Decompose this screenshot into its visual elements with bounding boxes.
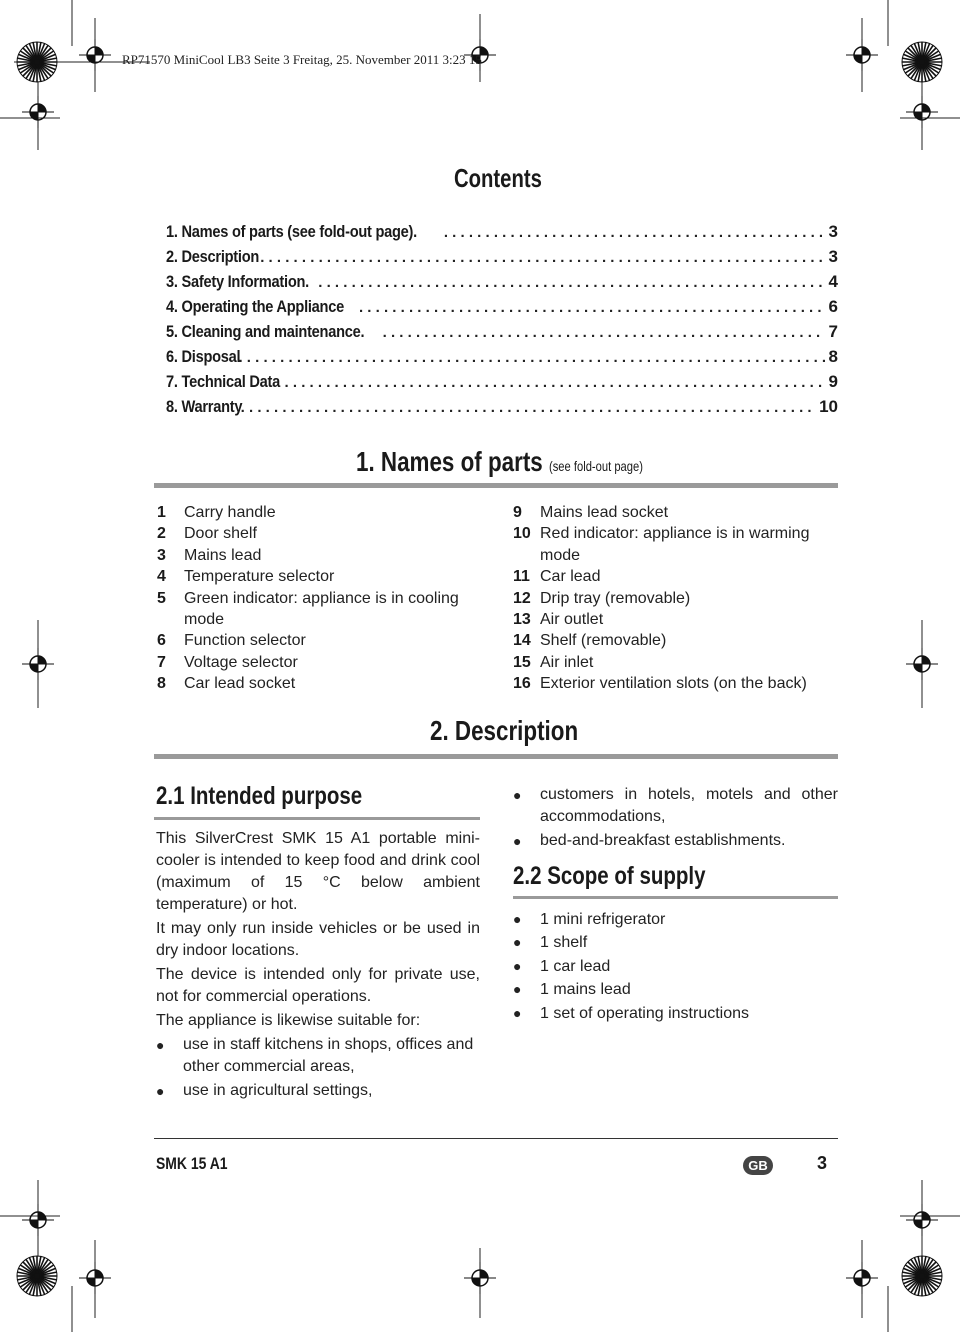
subsection-rule xyxy=(513,896,838,899)
part-number: 4 xyxy=(157,568,166,586)
footer-model: SMK 15 A1 xyxy=(156,1154,228,1173)
toc-page: 6 xyxy=(828,297,838,316)
part-text: Drip tray (removable) xyxy=(540,589,691,607)
part-number: 16 xyxy=(513,675,531,693)
part-item xyxy=(513,566,838,587)
part-text: Green indicator: appliance is in cooling mode xyxy=(184,589,459,629)
part-text: Mains lead xyxy=(184,546,262,564)
part-number: 9 xyxy=(513,504,522,521)
bullet-text: use in staff kitchens in shops, offices and other commercial areas, xyxy=(183,1036,474,1075)
bullet-text: 1 mains lead xyxy=(540,981,631,999)
bullet-item xyxy=(513,1002,838,1025)
part-number: 6 xyxy=(157,632,166,650)
toc-label: 7. Technical Data xyxy=(166,372,280,391)
part-number: 15 xyxy=(513,653,531,671)
toc-leader xyxy=(359,299,825,316)
bullet-icon: ● xyxy=(513,833,522,849)
bullet-text: 1 set of operating instructions xyxy=(540,1004,750,1022)
bullet-icon: ● xyxy=(513,1004,522,1021)
bullet-item xyxy=(513,784,838,828)
bullet-item xyxy=(513,978,838,1001)
language-badge: GB xyxy=(743,1156,773,1175)
part-text: Function selector xyxy=(184,632,306,650)
part-text: Temperature selector xyxy=(184,568,335,586)
toc-entry[interactable] xyxy=(166,372,838,397)
table-of-contents xyxy=(166,222,838,422)
part-number: 8 xyxy=(157,675,166,693)
toc-entry[interactable] xyxy=(166,222,838,247)
parts-list-right xyxy=(513,502,838,695)
toc-leader xyxy=(285,374,825,391)
toc-label: 5. Cleaning and maintenance. xyxy=(166,322,365,341)
toc-leader xyxy=(318,274,824,291)
paragraph: The device is intended only for private use, not for commercial operations. xyxy=(156,966,480,1005)
intended-purpose-continued xyxy=(513,784,838,852)
bullet-text: use in agricultural settings, xyxy=(183,1082,373,1099)
bullet-text: 1 shelf xyxy=(540,934,588,952)
part-number: 11 xyxy=(513,568,530,586)
intended-purpose-body xyxy=(156,828,480,1102)
part-number: 3 xyxy=(157,546,166,564)
toc-entry[interactable] xyxy=(166,297,838,322)
part-text: Voltage selector xyxy=(184,653,298,671)
part-text: Car lead socket xyxy=(184,675,296,693)
toc-leader xyxy=(444,224,825,241)
part-text: Car lead xyxy=(540,568,601,586)
bullet-text: 1 car lead xyxy=(540,957,611,975)
subsection-rule xyxy=(154,817,480,820)
toc-page: 4 xyxy=(828,272,838,291)
part-number: 7 xyxy=(157,653,166,671)
bullet-item xyxy=(156,1034,480,1078)
toc-page: 9 xyxy=(828,372,838,391)
part-number: 2 xyxy=(157,525,166,543)
scope-of-supply-list xyxy=(513,908,838,1025)
toc-page: 3 xyxy=(828,247,838,266)
bullet-item xyxy=(513,830,838,852)
bullet-icon: ● xyxy=(156,1083,165,1099)
part-text: Mains lead socket xyxy=(540,504,669,521)
toc-label: 4. Operating the Appliance xyxy=(166,297,344,316)
bullet-item xyxy=(513,931,838,954)
page-number: 3 xyxy=(817,1153,828,1173)
part-item xyxy=(157,523,487,544)
toc-leader xyxy=(238,349,824,366)
part-item xyxy=(513,609,838,630)
toc-leader xyxy=(260,249,824,266)
toc-label: 1. Names of parts (see fold-out page). xyxy=(166,222,417,241)
print-slug: RP71570 MiniCool LB3 Seite 3 Freitag, 25. November 2011 3:23 15 xyxy=(122,52,482,67)
subsection-title-scope-of-supply: 2.2 Scope of supply xyxy=(513,862,706,890)
part-text: Red indicator: appliance is in warming mode xyxy=(540,525,810,564)
part-item xyxy=(157,545,487,566)
bullet-icon: ● xyxy=(513,934,522,951)
part-item xyxy=(513,588,838,609)
part-item xyxy=(513,630,838,651)
bullet-icon: ● xyxy=(513,981,522,998)
toc-label: 2. Description xyxy=(166,247,260,266)
parts-list-left xyxy=(157,502,487,695)
part-item xyxy=(157,630,487,651)
part-item xyxy=(157,588,487,631)
part-item xyxy=(513,523,838,566)
part-text: Carry handle xyxy=(184,504,276,521)
bullet-item xyxy=(156,1080,480,1102)
bullet-text: customers in hotels, motels and other accommodations, xyxy=(540,786,838,825)
toc-page: 3 xyxy=(828,222,838,241)
toc-label: 6. Disposal xyxy=(166,347,241,366)
toc-page: 10 xyxy=(819,397,838,416)
toc-label: 8. Warranty xyxy=(166,397,243,416)
part-number: 5 xyxy=(157,589,166,607)
bullet-icon: ● xyxy=(513,957,522,974)
part-text: Air outlet xyxy=(540,611,604,629)
subsection-title-intended-purpose: 2.1 Intended purpose xyxy=(156,782,363,810)
part-number: 1 xyxy=(157,504,166,521)
bullet-icon: ● xyxy=(156,1037,165,1053)
part-item xyxy=(157,673,487,694)
toc-page: 8 xyxy=(828,347,838,366)
section-title-text: 1. Names of parts xyxy=(356,446,543,477)
toc-leader xyxy=(383,324,825,341)
bullet-icon: ● xyxy=(513,911,522,927)
bullet-text: 1 mini refrigerator xyxy=(540,911,666,928)
section-subtitle: (see fold-out page) xyxy=(548,458,643,474)
bullet-item xyxy=(513,908,838,931)
toc-entry[interactable] xyxy=(166,322,838,347)
section-title-names-of-parts xyxy=(356,446,643,478)
footer-rule xyxy=(154,1138,838,1139)
section-title-description: 2. Description xyxy=(430,715,579,746)
toc-entry[interactable] xyxy=(166,247,838,272)
section-rule xyxy=(154,483,838,488)
paragraph: This SilverCrest SMK 15 A1 portable mini-cooler is intended to keep food and drink cool (maximum of 15 °C below ambient temperature) or hot. xyxy=(156,830,480,913)
part-number: 12 xyxy=(513,589,531,607)
part-text: Door shelf xyxy=(184,525,257,543)
toc-label: 3. Safety Information. xyxy=(166,272,309,291)
paragraph: It may only run inside vehicles or be used in dry indoor locations. xyxy=(156,920,480,959)
toc-page: 7 xyxy=(828,322,838,341)
section-rule xyxy=(154,754,838,759)
paragraph: The appliance is likewise suitable for: xyxy=(156,1012,421,1029)
part-number: 14 xyxy=(513,632,531,650)
part-item xyxy=(157,566,487,587)
bullet-icon: ● xyxy=(513,787,522,803)
bullet-text: bed-and-breakfast establishments. xyxy=(540,832,786,849)
part-text: Exterior ventilation slots (on the back) xyxy=(540,675,807,693)
part-item xyxy=(513,673,838,694)
part-number: 13 xyxy=(513,611,531,629)
bullet-item xyxy=(513,955,838,978)
part-item xyxy=(157,502,487,523)
toc-entry[interactable] xyxy=(166,347,838,372)
part-number: 10 xyxy=(513,525,531,543)
toc-entry[interactable] xyxy=(166,397,838,422)
part-text: Shelf (removable) xyxy=(540,632,667,650)
part-text: Air inlet xyxy=(540,653,594,671)
toc-leader xyxy=(241,399,815,416)
part-item xyxy=(513,652,838,673)
contents-title: Contents xyxy=(454,163,542,193)
toc-entry[interactable] xyxy=(166,272,838,297)
part-item xyxy=(513,502,838,523)
part-item xyxy=(157,652,487,673)
